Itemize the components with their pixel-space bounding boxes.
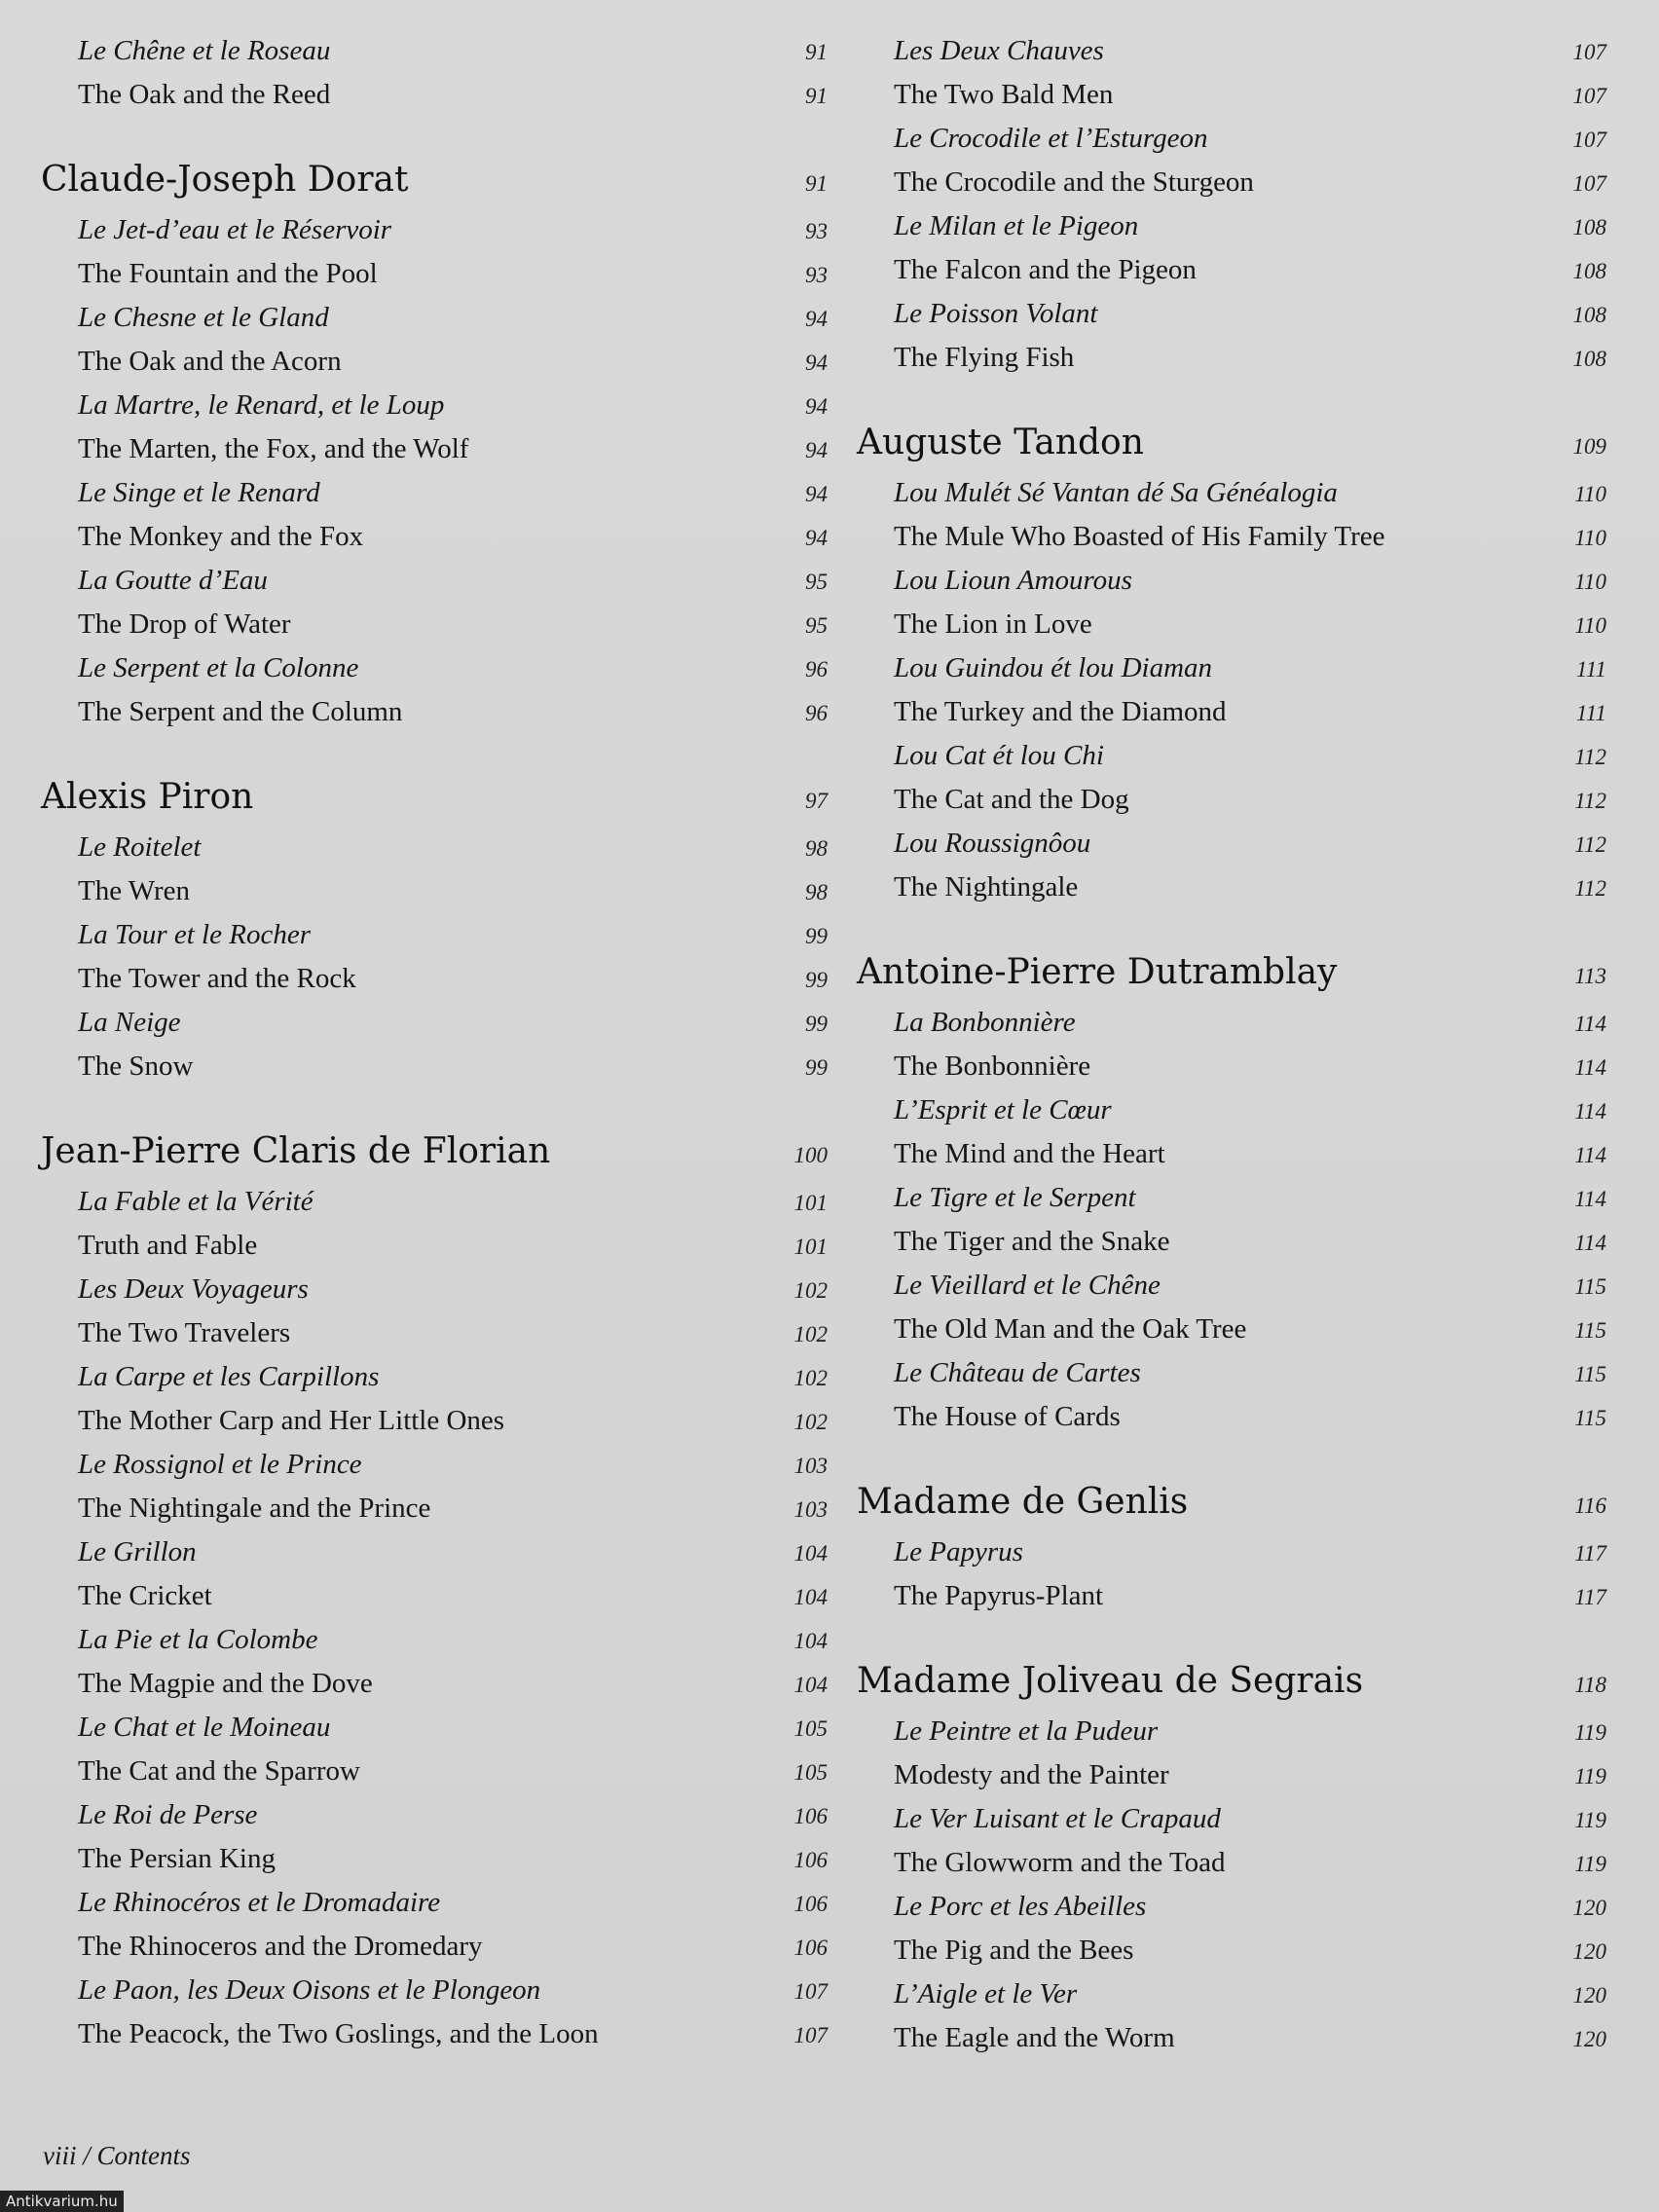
entry-page-number: 114 bbox=[1574, 1143, 1606, 1167]
author-heading bbox=[41, 777, 828, 831]
entry-page-number: 111 bbox=[1575, 657, 1606, 682]
entry-page-number: 112 bbox=[1574, 876, 1606, 901]
author-page-number: 116 bbox=[1574, 1493, 1606, 1518]
entry-page-number: 107 bbox=[1572, 171, 1606, 196]
entry-title-english: Truth and Fable bbox=[78, 1230, 258, 1261]
entry-page-number: 112 bbox=[1574, 789, 1606, 813]
entry-title-english: The Snow bbox=[78, 1051, 194, 1082]
entry-title-french: La Carpe et les Carpillons bbox=[78, 1361, 380, 1392]
entry-title-english: The Nightingale bbox=[894, 871, 1079, 903]
entry-page-number: 112 bbox=[1574, 745, 1606, 769]
entry-title-french: Lou Mulét Sé Vantan dé Sa Généalogia bbox=[894, 477, 1338, 508]
entry-page-number: 110 bbox=[1574, 526, 1606, 550]
toc-entry bbox=[41, 1405, 828, 1449]
entry-page-number: 120 bbox=[1572, 1939, 1606, 1964]
toc-entry bbox=[857, 1715, 1606, 1759]
entry-page-number: 106 bbox=[793, 1892, 828, 1916]
entry-page-number: 107 bbox=[793, 1979, 828, 2004]
entry-page-number: 107 bbox=[1572, 40, 1606, 64]
entry-title-english: The Cat and the Dog bbox=[894, 784, 1129, 815]
toc-left-column bbox=[41, 35, 828, 2099]
entry-title-french: Le Crocodile et l’Esturgeon bbox=[894, 123, 1208, 154]
author-page-number: 109 bbox=[1572, 434, 1606, 459]
watermark: Antikvarium.hu bbox=[0, 2191, 124, 2212]
toc-entry bbox=[41, 346, 828, 389]
entry-title-french: La Goutte d’Eau bbox=[78, 565, 268, 596]
entry-title-english: The Oak and the Reed bbox=[78, 79, 331, 110]
entry-page-number: 104 bbox=[793, 1673, 828, 1697]
entry-title-french: Le Porc et les Abeilles bbox=[894, 1891, 1147, 1922]
entry-title-english: The Bonbonnière bbox=[894, 1051, 1091, 1082]
toc-entry bbox=[857, 1803, 1606, 1847]
toc-entry bbox=[41, 1668, 828, 1712]
entry-page-number: 96 bbox=[805, 657, 828, 682]
author-page-number: 118 bbox=[1574, 1673, 1606, 1697]
entry-title-english: The Pig and the Bees bbox=[894, 1935, 1134, 1966]
entry-title-english: The Flying Fish bbox=[894, 342, 1075, 373]
toc-entry bbox=[41, 652, 828, 696]
toc-entry bbox=[857, 1138, 1606, 1182]
entry-title-french: Les Deux Chauves bbox=[894, 35, 1104, 66]
entry-title-french: La Martre, le Renard, et le Loup bbox=[78, 389, 445, 421]
entry-title-english: The Magpie and the Dove bbox=[78, 1668, 373, 1699]
entry-page-number: 94 bbox=[805, 350, 828, 375]
author-name: Claude-Joseph Dorat bbox=[41, 160, 409, 200]
entry-title-english: The Mind and the Heart bbox=[894, 1138, 1165, 1169]
toc-entry bbox=[41, 1230, 828, 1273]
entry-page-number: 106 bbox=[793, 1848, 828, 1872]
toc-entry bbox=[41, 1755, 828, 1799]
entry-page-number: 104 bbox=[793, 1585, 828, 1609]
entry-title-french: Le Milan et le Pigeon bbox=[894, 210, 1139, 241]
entry-page-number: 111 bbox=[1575, 701, 1606, 725]
entry-page-number: 119 bbox=[1574, 1808, 1606, 1832]
entry-page-number: 99 bbox=[805, 1055, 828, 1080]
entry-page-number: 99 bbox=[805, 924, 828, 948]
entry-title-french: Le Rhinocéros et le Dromadaire bbox=[78, 1887, 441, 1918]
toc-entry bbox=[857, 565, 1606, 608]
entry-page-number: 107 bbox=[1572, 128, 1606, 152]
toc-entry bbox=[857, 210, 1606, 254]
toc-entry bbox=[857, 1313, 1606, 1357]
toc-entry bbox=[857, 342, 1606, 386]
entry-title-english: The Oak and the Acorn bbox=[78, 346, 342, 377]
toc-entry bbox=[857, 1357, 1606, 1401]
toc-entry bbox=[41, 433, 828, 477]
entry-page-number: 114 bbox=[1574, 1231, 1606, 1255]
entry-page-number: 115 bbox=[1574, 1318, 1606, 1343]
entry-title-french: Le Château de Cartes bbox=[894, 1357, 1141, 1388]
entry-title-french: Les Deux Voyageurs bbox=[78, 1273, 309, 1305]
entry-page-number: 98 bbox=[805, 880, 828, 904]
toc-entry bbox=[857, 1935, 1606, 1978]
entry-page-number: 94 bbox=[805, 438, 828, 462]
author-heading bbox=[857, 1661, 1606, 1715]
author-name: Alexis Piron bbox=[41, 777, 254, 817]
entry-title-english: The Glowworm and the Toad bbox=[894, 1847, 1226, 1878]
entry-title-english: The Rhinoceros and the Dromedary bbox=[78, 1931, 483, 1962]
entry-title-french: Le Chêne et le Roseau bbox=[78, 35, 331, 66]
toc-entry bbox=[857, 652, 1606, 696]
entry-page-number: 120 bbox=[1572, 1896, 1606, 1920]
toc-section bbox=[41, 1131, 828, 2062]
author-name: Madame Joliveau de Segrais bbox=[857, 1661, 1364, 1701]
entry-title-french: Lou Cat ét lou Chi bbox=[894, 740, 1104, 771]
author-heading bbox=[857, 952, 1606, 1007]
entry-title-french: Le Serpent et la Colonne bbox=[78, 652, 359, 683]
author-name: Antoine-Pierre Dutramblay bbox=[857, 952, 1338, 992]
entry-title-french: Le Rossignol et le Prince bbox=[78, 1449, 362, 1480]
entry-page-number: 94 bbox=[805, 394, 828, 419]
entry-page-number: 114 bbox=[1574, 1055, 1606, 1080]
toc-entry bbox=[41, 1051, 828, 1094]
toc-section bbox=[41, 160, 828, 740]
entry-page-number: 95 bbox=[805, 613, 828, 638]
entry-title-english: The Fountain and the Pool bbox=[78, 258, 378, 289]
entry-title-english: The Serpent and the Column bbox=[78, 696, 403, 727]
toc-entry bbox=[857, 166, 1606, 210]
toc-entry bbox=[41, 1007, 828, 1051]
toc-entry bbox=[857, 784, 1606, 828]
entry-page-number: 114 bbox=[1574, 1187, 1606, 1211]
toc-entry bbox=[41, 696, 828, 740]
entry-page-number: 110 bbox=[1574, 570, 1606, 594]
toc-entry bbox=[857, 1847, 1606, 1891]
toc-entry bbox=[41, 1887, 828, 1931]
entry-page-number: 106 bbox=[793, 1936, 828, 1960]
entry-page-number: 102 bbox=[793, 1322, 828, 1346]
entry-title-french: La Neige bbox=[78, 1007, 181, 1038]
toc-section bbox=[41, 35, 828, 123]
entry-title-english: Modesty and the Painter bbox=[894, 1759, 1169, 1790]
entry-page-number: 112 bbox=[1574, 832, 1606, 857]
toc-entry bbox=[41, 1493, 828, 1536]
toc-entry bbox=[857, 828, 1606, 871]
entry-title-french: Le Ver Luisant et le Crapaud bbox=[894, 1803, 1221, 1834]
entry-page-number: 108 bbox=[1572, 215, 1606, 240]
entry-title-french: Le Papyrus bbox=[894, 1536, 1023, 1567]
toc-entry bbox=[41, 608, 828, 652]
toc-entry bbox=[857, 123, 1606, 166]
entry-page-number: 102 bbox=[793, 1366, 828, 1390]
entry-page-number: 93 bbox=[805, 263, 828, 287]
entry-title-english: The Marten, the Fox, and the Wolf bbox=[78, 433, 469, 464]
author-page-number: 100 bbox=[793, 1143, 828, 1167]
toc-entry bbox=[857, 1401, 1606, 1445]
entry-page-number: 114 bbox=[1574, 1099, 1606, 1124]
entry-title-english: The Lion in Love bbox=[894, 608, 1092, 640]
entry-page-number: 94 bbox=[805, 482, 828, 506]
toc-entry bbox=[857, 608, 1606, 652]
entry-title-french: Lou Roussignôou bbox=[894, 828, 1091, 859]
entry-title-english: The Falcon and the Pigeon bbox=[894, 254, 1197, 285]
entry-title-english: The Monkey and the Fox bbox=[78, 521, 364, 552]
toc-entry bbox=[41, 1273, 828, 1317]
entry-title-english: The Crocodile and the Sturgeon bbox=[894, 166, 1254, 198]
entry-title-english: The House of Cards bbox=[894, 1401, 1121, 1432]
toc-entry bbox=[41, 79, 828, 123]
entry-page-number: 119 bbox=[1574, 1852, 1606, 1876]
entry-page-number: 93 bbox=[805, 219, 828, 243]
entry-page-number: 110 bbox=[1574, 613, 1606, 638]
toc-entry bbox=[41, 565, 828, 608]
entry-title-english: The Wren bbox=[78, 875, 191, 906]
entry-title-french: Lou Guindou ét lou Diaman bbox=[894, 652, 1213, 683]
entry-page-number: 101 bbox=[793, 1235, 828, 1259]
entry-page-number: 115 bbox=[1574, 1274, 1606, 1299]
entry-title-english: The Peacock, the Two Goslings, and the Loon bbox=[78, 2018, 599, 2049]
toc-entry bbox=[41, 875, 828, 919]
entry-page-number: 117 bbox=[1574, 1585, 1606, 1609]
toc-entry bbox=[857, 1759, 1606, 1803]
entry-title-french: Le Tigre et le Serpent bbox=[894, 1182, 1136, 1213]
author-name: Madame de Genlis bbox=[857, 1482, 1189, 1522]
toc-entry bbox=[857, 1226, 1606, 1270]
entry-page-number: 110 bbox=[1574, 482, 1606, 506]
entry-title-french: Lou Lioun Amourous bbox=[894, 565, 1132, 596]
entry-title-french: Le Singe et le Renard bbox=[78, 477, 320, 508]
entry-page-number: 94 bbox=[805, 526, 828, 550]
toc-entry bbox=[41, 477, 828, 521]
toc-entry bbox=[41, 831, 828, 875]
entry-page-number: 96 bbox=[805, 701, 828, 725]
entry-title-english: The Cricket bbox=[78, 1580, 212, 1611]
entry-page-number: 106 bbox=[793, 1804, 828, 1828]
toc-entry bbox=[41, 919, 828, 963]
author-heading bbox=[857, 423, 1606, 477]
toc-entry bbox=[41, 258, 828, 302]
entry-page-number: 114 bbox=[1574, 1012, 1606, 1036]
toc-entry bbox=[857, 477, 1606, 521]
toc-entry bbox=[41, 1361, 828, 1405]
entry-title-french: Le Peintre et la Pudeur bbox=[894, 1715, 1159, 1747]
entry-title-english: The Cat and the Sparrow bbox=[78, 1755, 360, 1787]
toc-section bbox=[857, 1661, 1606, 2066]
author-name: Auguste Tandon bbox=[857, 423, 1144, 462]
entry-title-french: Le Roitelet bbox=[78, 831, 202, 863]
entry-page-number: 120 bbox=[1572, 1983, 1606, 2008]
toc-entry bbox=[857, 1270, 1606, 1313]
entry-title-french: Le Chesne et le Gland bbox=[78, 302, 329, 333]
toc-section bbox=[857, 35, 1606, 386]
toc-entry bbox=[857, 1007, 1606, 1051]
entry-title-english: The Eagle and the Worm bbox=[894, 2022, 1175, 2053]
toc-entry bbox=[41, 1843, 828, 1887]
entry-page-number: 108 bbox=[1572, 259, 1606, 283]
entry-title-french: La Tour et le Rocher bbox=[78, 919, 311, 950]
toc-entry bbox=[857, 521, 1606, 565]
toc-entry bbox=[857, 1978, 1606, 2022]
entry-page-number: 99 bbox=[805, 968, 828, 992]
toc-entry bbox=[41, 302, 828, 346]
entry-title-english: The Two Travelers bbox=[78, 1317, 291, 1348]
entry-title-french: Le Grillon bbox=[78, 1536, 197, 1567]
entry-page-number: 103 bbox=[793, 1497, 828, 1522]
toc-entry bbox=[857, 2022, 1606, 2066]
author-page-number: 97 bbox=[805, 789, 828, 813]
entry-title-english: The Persian King bbox=[78, 1843, 276, 1874]
toc-entry bbox=[41, 1536, 828, 1580]
entry-title-french: Le Paon, les Deux Oisons et le Plongeon bbox=[78, 1974, 541, 2006]
entry-title-french: La Bonbonnière bbox=[894, 1007, 1076, 1038]
toc-entry bbox=[41, 1580, 828, 1624]
toc-entry bbox=[41, 1799, 828, 1843]
entry-page-number: 91 bbox=[805, 40, 828, 64]
toc-entry bbox=[857, 1580, 1606, 1624]
toc-entry bbox=[857, 254, 1606, 298]
entry-title-english: The Papyrus-Plant bbox=[894, 1580, 1104, 1611]
toc-entry bbox=[857, 298, 1606, 342]
entry-page-number: 91 bbox=[805, 84, 828, 108]
entry-page-number: 105 bbox=[793, 1716, 828, 1741]
entry-page-number: 105 bbox=[793, 1760, 828, 1785]
entry-page-number: 101 bbox=[793, 1191, 828, 1215]
entry-page-number: 104 bbox=[793, 1541, 828, 1566]
toc-entry bbox=[41, 1186, 828, 1230]
entry-page-number: 115 bbox=[1574, 1362, 1606, 1386]
toc-entry bbox=[41, 1317, 828, 1361]
entry-title-french: L’Esprit et le Cœur bbox=[894, 1094, 1112, 1125]
author-heading bbox=[857, 1482, 1606, 1536]
toc-entry bbox=[41, 214, 828, 258]
entry-title-english: The Drop of Water bbox=[78, 608, 291, 640]
entry-page-number: 104 bbox=[793, 1629, 828, 1653]
entry-page-number: 107 bbox=[1572, 84, 1606, 108]
entry-title-french: L’Aigle et le Ver bbox=[894, 1978, 1078, 2009]
toc-entry bbox=[41, 1624, 828, 1668]
toc-entry bbox=[857, 871, 1606, 915]
entry-title-english: The Nightingale and the Prince bbox=[78, 1493, 431, 1524]
toc-entry bbox=[857, 1094, 1606, 1138]
toc-entry bbox=[857, 79, 1606, 123]
toc-section bbox=[857, 423, 1606, 915]
entry-title-french: Le Roi de Perse bbox=[78, 1799, 258, 1830]
toc-entry bbox=[41, 963, 828, 1007]
entry-title-english: The Tiger and the Snake bbox=[894, 1226, 1170, 1257]
toc-entry bbox=[857, 740, 1606, 784]
entry-page-number: 102 bbox=[793, 1410, 828, 1434]
entry-page-number: 98 bbox=[805, 836, 828, 861]
entry-title-english: The Two Bald Men bbox=[894, 79, 1114, 110]
entry-page-number: 108 bbox=[1572, 303, 1606, 327]
toc-entry bbox=[857, 1182, 1606, 1226]
entry-title-french: Le Jet-d’eau et le Réservoir bbox=[78, 214, 392, 245]
entry-page-number: 99 bbox=[805, 1012, 828, 1036]
toc-section bbox=[41, 777, 828, 1094]
toc-entry bbox=[41, 1449, 828, 1493]
entry-page-number: 119 bbox=[1574, 1720, 1606, 1745]
toc-entry bbox=[41, 1931, 828, 1974]
toc-entry bbox=[41, 2018, 828, 2062]
entry-title-english: The Turkey and the Diamond bbox=[894, 696, 1227, 727]
toc-entry bbox=[41, 389, 828, 433]
entry-page-number: 107 bbox=[793, 2023, 828, 2047]
author-page-number: 91 bbox=[805, 171, 828, 196]
toc-entry bbox=[41, 1974, 828, 2018]
entry-page-number: 102 bbox=[793, 1278, 828, 1303]
entry-page-number: 94 bbox=[805, 307, 828, 331]
entry-page-number: 115 bbox=[1574, 1406, 1606, 1430]
toc-section bbox=[857, 1482, 1606, 1624]
entry-title-french: La Pie et la Colombe bbox=[78, 1624, 318, 1655]
toc-right-column bbox=[857, 35, 1606, 2103]
toc-entry bbox=[857, 696, 1606, 740]
entry-page-number: 117 bbox=[1574, 1541, 1606, 1566]
toc-entry bbox=[41, 521, 828, 565]
entry-title-english: The Tower and the Rock bbox=[78, 963, 356, 994]
page-footer: viii / Contents bbox=[43, 2141, 191, 2170]
author-heading bbox=[41, 160, 828, 214]
entry-title-english: The Mother Carp and Her Little Ones bbox=[78, 1405, 505, 1436]
entry-page-number: 119 bbox=[1574, 1764, 1606, 1788]
author-page-number: 113 bbox=[1574, 964, 1606, 988]
entry-page-number: 108 bbox=[1572, 347, 1606, 371]
entry-page-number: 103 bbox=[793, 1454, 828, 1478]
entry-page-number: 95 bbox=[805, 570, 828, 594]
entry-title-french: Le Chat et le Moineau bbox=[78, 1712, 331, 1743]
toc-entry bbox=[41, 35, 828, 79]
toc-entry bbox=[857, 35, 1606, 79]
entry-title-french: Le Poisson Volant bbox=[894, 298, 1098, 329]
entry-title-english: The Mule Who Boasted of His Family Tree bbox=[894, 521, 1385, 552]
toc-section bbox=[857, 952, 1606, 1445]
toc-entry bbox=[857, 1891, 1606, 1935]
entry-page-number: 120 bbox=[1572, 2027, 1606, 2051]
entry-title-french: Le Vieillard et le Chêne bbox=[894, 1270, 1161, 1301]
entry-title-english: The Old Man and the Oak Tree bbox=[894, 1313, 1247, 1345]
author-name: Jean-Pierre Claris de Florian bbox=[41, 1131, 551, 1171]
entry-title-french: La Fable et la Vérité bbox=[78, 1186, 313, 1217]
author-heading bbox=[41, 1131, 828, 1186]
toc-entry bbox=[857, 1536, 1606, 1580]
toc-entry bbox=[41, 1712, 828, 1755]
toc-entry bbox=[857, 1051, 1606, 1094]
